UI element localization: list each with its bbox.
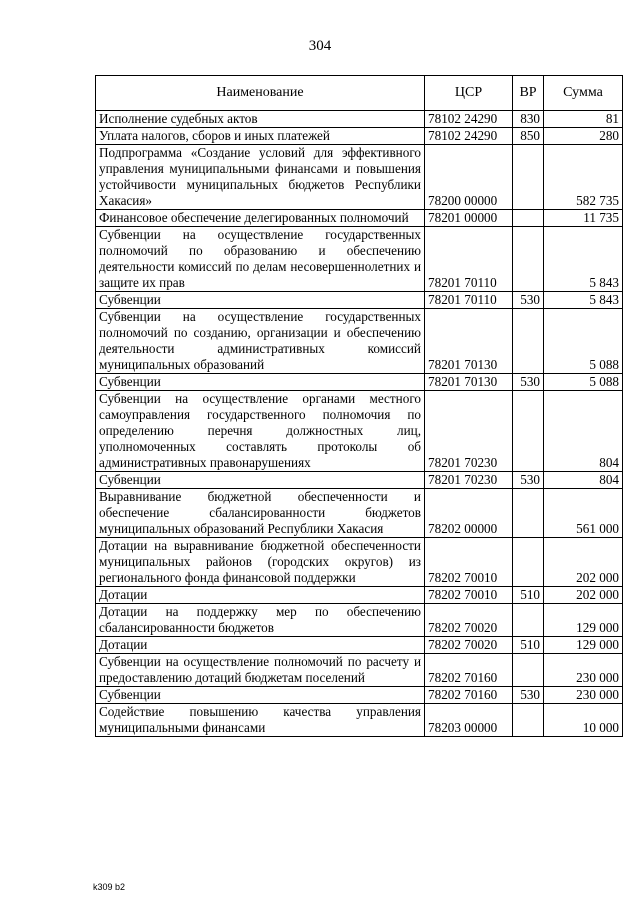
row-csr-cell: 78202 70020 [425, 637, 513, 654]
row-sum-cell: 5 088 [544, 309, 623, 374]
row-csr-cell: 78201 70130 [425, 309, 513, 374]
row-vr-cell: 830 [513, 111, 544, 128]
table-row [96, 538, 623, 587]
row-name-cell: Уплата налогов, сборов и иных платежей [96, 128, 425, 145]
row-vr-cell: 510 [513, 637, 544, 654]
row-vr-cell [513, 210, 544, 227]
row-csr-cell: 78202 70160 [425, 687, 513, 704]
row-sum-cell: 230 000 [544, 654, 623, 687]
row-sum-cell: 280 [544, 128, 623, 145]
row-name-cell: Субвенции [96, 374, 425, 391]
row-vr-cell: 510 [513, 587, 544, 604]
row-vr-cell [513, 704, 544, 737]
row-csr-cell: 78202 70010 [425, 538, 513, 587]
row-sum-cell: 202 000 [544, 587, 623, 604]
table-row [96, 292, 623, 309]
row-sum-cell: 202 000 [544, 538, 623, 587]
row-vr-cell: 530 [513, 687, 544, 704]
row-csr-cell: 78200 00000 [425, 145, 513, 210]
row-csr-cell: 78201 70110 [425, 227, 513, 292]
row-name-cell: Дотации [96, 587, 425, 604]
row-csr-cell: 78102 24290 [425, 128, 513, 145]
table-row [96, 374, 623, 391]
row-vr-cell: 530 [513, 374, 544, 391]
row-sum-cell: 561 000 [544, 489, 623, 538]
table-row [96, 210, 623, 227]
header-vr: ВР [513, 76, 544, 111]
row-sum-cell: 129 000 [544, 637, 623, 654]
row-vr-cell: 850 [513, 128, 544, 145]
row-name-cell: Дотации [96, 637, 425, 654]
table-header-row [96, 76, 623, 111]
table-row [96, 654, 623, 687]
row-vr-cell: 530 [513, 472, 544, 489]
row-sum-cell: 5 088 [544, 374, 623, 391]
row-vr-cell [513, 604, 544, 637]
row-name-cell: Субвенции [96, 292, 425, 309]
row-csr-cell: 78201 70230 [425, 391, 513, 472]
table-row [96, 637, 623, 654]
row-csr-cell: 78201 70230 [425, 472, 513, 489]
row-name-cell: Субвенции на осуществление государственных полномочий по образованию и обеспечению деятельности комиссий по делам несовершеннолетних и защите их прав [96, 227, 425, 292]
table-row [96, 704, 623, 737]
table-row [96, 472, 623, 489]
table-row [96, 145, 623, 210]
row-vr-cell [513, 538, 544, 587]
table-row [96, 128, 623, 145]
row-csr-cell: 78202 70160 [425, 654, 513, 687]
row-name-cell: Подпрограмма «Создание условий для эффективного управления муниципальными финансами и повышения устойчивости муниципальных бюджетов Республики Хакасия» [96, 145, 425, 210]
row-vr-cell [513, 145, 544, 210]
table-row [96, 391, 623, 472]
row-csr-cell: 78201 00000 [425, 210, 513, 227]
row-name-cell: Исполнение судебных актов [96, 111, 425, 128]
table-row [96, 227, 623, 292]
row-vr-cell [513, 489, 544, 538]
table-body [96, 111, 623, 737]
table-row [96, 587, 623, 604]
page-number: 304 [308, 38, 332, 54]
row-name-cell: Субвенции на осуществление государственных полномочий по созданию, организации и обеспечению деятельности административных комиссий муниципальных образований [96, 309, 425, 374]
row-vr-cell [513, 309, 544, 374]
table-row [96, 687, 623, 704]
row-sum-cell: 804 [544, 391, 623, 472]
row-vr-cell [513, 654, 544, 687]
row-name-cell: Субвенции [96, 687, 425, 704]
table-row [96, 489, 623, 538]
row-csr-cell: 78201 70110 [425, 292, 513, 309]
row-sum-cell: 129 000 [544, 604, 623, 637]
row-sum-cell: 11 735 [544, 210, 623, 227]
row-name-cell: Выравнивание бюджетной обеспеченности и обеспечение сбалансированности бюджетов муниципальных образований Республики Хакасия [96, 489, 425, 538]
row-csr-cell: 78201 70130 [425, 374, 513, 391]
budget-table [95, 75, 623, 737]
row-vr-cell [513, 391, 544, 472]
table-row [96, 111, 623, 128]
row-sum-cell: 804 [544, 472, 623, 489]
row-csr-cell: 78202 70020 [425, 604, 513, 637]
row-name-cell: Субвенции на осуществление органами местного самоуправления государственного полномочия по определению перечня должностных лиц, уполномоченных составлять протоколы об административных правонарушениях [96, 391, 425, 472]
row-csr-cell: 78202 70010 [425, 587, 513, 604]
row-name-cell: Дотации на выравнивание бюджетной обеспеченности муниципальных районов (городских округов) из регионального фонда финансовой поддержки [96, 538, 425, 587]
table-row [96, 309, 623, 374]
row-name-cell: Субвенции [96, 472, 425, 489]
row-vr-cell [513, 227, 544, 292]
row-sum-cell: 230 000 [544, 687, 623, 704]
row-vr-cell: 530 [513, 292, 544, 309]
header-sum: Сумма [544, 76, 623, 111]
footer-code: k309 b2 [93, 882, 126, 892]
row-name-cell: Субвенции на осуществление полномочий по расчету и предоставлению дотаций бюджетам поселений [96, 654, 425, 687]
row-csr-cell: 78202 00000 [425, 489, 513, 538]
row-sum-cell: 10 000 [544, 704, 623, 737]
row-sum-cell: 81 [544, 111, 623, 128]
row-name-cell: Дотации на поддержку мер по обеспечению сбалансированности бюджетов [96, 604, 425, 637]
row-csr-cell: 78203 00000 [425, 704, 513, 737]
row-name-cell: Содействие повышению качества управления муниципальными финансами [96, 704, 425, 737]
row-sum-cell: 5 843 [544, 292, 623, 309]
row-sum-cell: 5 843 [544, 227, 623, 292]
header-name: Наименование [96, 76, 425, 111]
table-row [96, 604, 623, 637]
row-name-cell: Финансовое обеспечение делегированных полномочий [96, 210, 425, 227]
header-csr: ЦСР [425, 76, 513, 111]
row-csr-cell: 78102 24290 [425, 111, 513, 128]
row-sum-cell: 582 735 [544, 145, 623, 210]
